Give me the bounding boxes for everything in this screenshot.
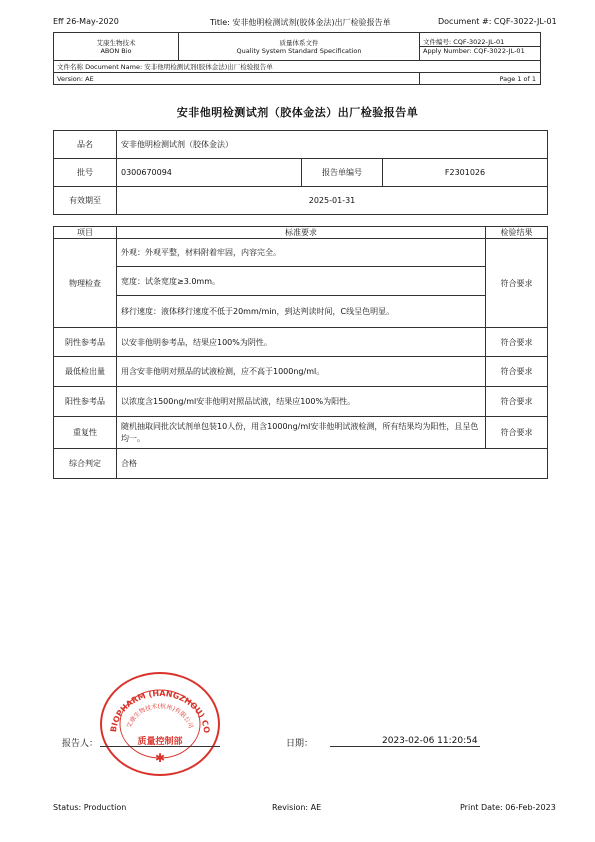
- row-item: 重复性: [54, 417, 117, 449]
- product-name-value: 安非他明检测试剂（胶体金法）: [117, 131, 548, 159]
- apply-number: Apply Number: CQF-3022-JL-01: [420, 46, 540, 55]
- version: Version: AE: [54, 73, 420, 85]
- row-result: 符合要求: [486, 239, 548, 328]
- row-result: 符合要求: [486, 417, 548, 449]
- product-info-table: [53, 130, 548, 215]
- table-row: [54, 357, 548, 387]
- row-standard: 用含安非他明对照品的试液检测，应不高于1000ng/ml。: [117, 357, 486, 387]
- company-name-en: ABON Bio: [100, 46, 132, 55]
- inspection-items-table: [53, 226, 548, 479]
- row-standard: 以浓度含1500ng/ml安非他明对照品试液，结果应100%为阳性。: [117, 387, 486, 417]
- reporter-label: 报告人：: [62, 739, 99, 749]
- col-result-header: 检验结果: [486, 227, 548, 239]
- row-item: 阴性参考品: [54, 328, 117, 357]
- row-standard: 以安非他明参考品，结果应100%为阴性。: [117, 328, 486, 357]
- doc-name: 文件名称 Document Name: 安非他明检测试剂(胶体金法)出厂检验报告单: [54, 61, 541, 73]
- footer-revision: Revision: AE: [272, 803, 322, 812]
- company-cell: [54, 33, 179, 61]
- system-name-en: Quality System Standard Specification: [236, 46, 362, 55]
- date-value: 2023-02-06 11:20:54: [382, 736, 478, 746]
- row-result: 符合要求: [486, 328, 548, 357]
- document-title-line: Title: 安非他明检测试剂(胶体金法)出厂检验报告单: [210, 18, 391, 27]
- seal-graphic: [102, 674, 218, 774]
- conclusion-label: 综合判定: [54, 449, 117, 479]
- row-item: 最低检出量: [54, 357, 117, 387]
- svg-text:艾康生物技术(杭州)有限公司: [125, 702, 195, 729]
- col-standard-header: 标准要求: [117, 227, 486, 239]
- system-cell: [179, 33, 420, 61]
- row-result: 符合要求: [486, 387, 548, 417]
- row-standard: 外观：外观平整，材料附着牢固，内容完全。: [117, 239, 486, 267]
- lot-value: 0300670094: [117, 159, 302, 187]
- table-row: [54, 417, 548, 449]
- conclusion-value: 合格: [117, 449, 548, 479]
- expiry-label: 有效期至: [54, 187, 117, 215]
- col-item-header: 项目: [54, 227, 117, 239]
- product-name-label: 品名: [54, 131, 117, 159]
- row-standard: 移行速度：液体移行速度不低于20mm/min，到达判读时间，C线呈色明显。: [117, 296, 486, 328]
- company-name-cn: 艾康生物技术: [96, 38, 136, 47]
- table-row: [54, 267, 548, 296]
- footer-print-date: Print Date: 06-Feb-2023: [460, 803, 556, 812]
- lot-label: 批号: [54, 159, 117, 187]
- page-number: Page 1 of 1: [420, 73, 541, 85]
- table-row: [54, 328, 548, 357]
- table-row: [54, 296, 548, 328]
- report-no-label: 报告单编号: [302, 159, 383, 187]
- system-name-cn: 质量体系文件: [279, 38, 319, 47]
- date-label: 日期：: [286, 739, 314, 749]
- seal-center-text: 质量控制部: [137, 737, 183, 747]
- company-seal: [100, 672, 220, 776]
- reporter-signature-line: [100, 746, 220, 747]
- document-number: Document #: CQF-3022-JL-01: [438, 17, 557, 26]
- row-item: 物理检查: [54, 239, 117, 328]
- report-no-value: F2301026: [383, 159, 548, 187]
- doc-code: 文件编号: CQF-3022-JL-01: [423, 38, 505, 46]
- expiry-value: 2025-01-31: [117, 187, 548, 215]
- seal-outer-text: BIOPHARM (HANGZHOU) CO: [108, 688, 212, 734]
- table-row: [54, 239, 548, 267]
- table-row: [54, 387, 548, 417]
- doc-code-cell: [420, 33, 541, 61]
- effective-date: Eff 26-May-2020: [53, 17, 119, 26]
- row-result: 符合要求: [486, 357, 548, 387]
- row-standard: 宽度：试条宽度≥3.0mm。: [117, 267, 486, 296]
- date-line: [330, 746, 480, 747]
- seal-inner-text: 艾康生物技术(杭州)有限公司: [125, 702, 195, 730]
- row-item: 阳性参考品: [54, 387, 117, 417]
- seal-star-icon: ✱: [154, 751, 166, 765]
- document-header-table: [53, 32, 541, 85]
- row-standard: 随机抽取同批次试剂单包装10人份，用含1000ng/ml安非他明试液检测，所有结果均为阳性，且呈色均一。: [117, 417, 486, 449]
- report-title: 安非他明检测试剂（胶体金法）出厂检验报告单: [176, 106, 419, 119]
- footer-status: Status: Production: [53, 803, 127, 812]
- table-row: [54, 449, 548, 479]
